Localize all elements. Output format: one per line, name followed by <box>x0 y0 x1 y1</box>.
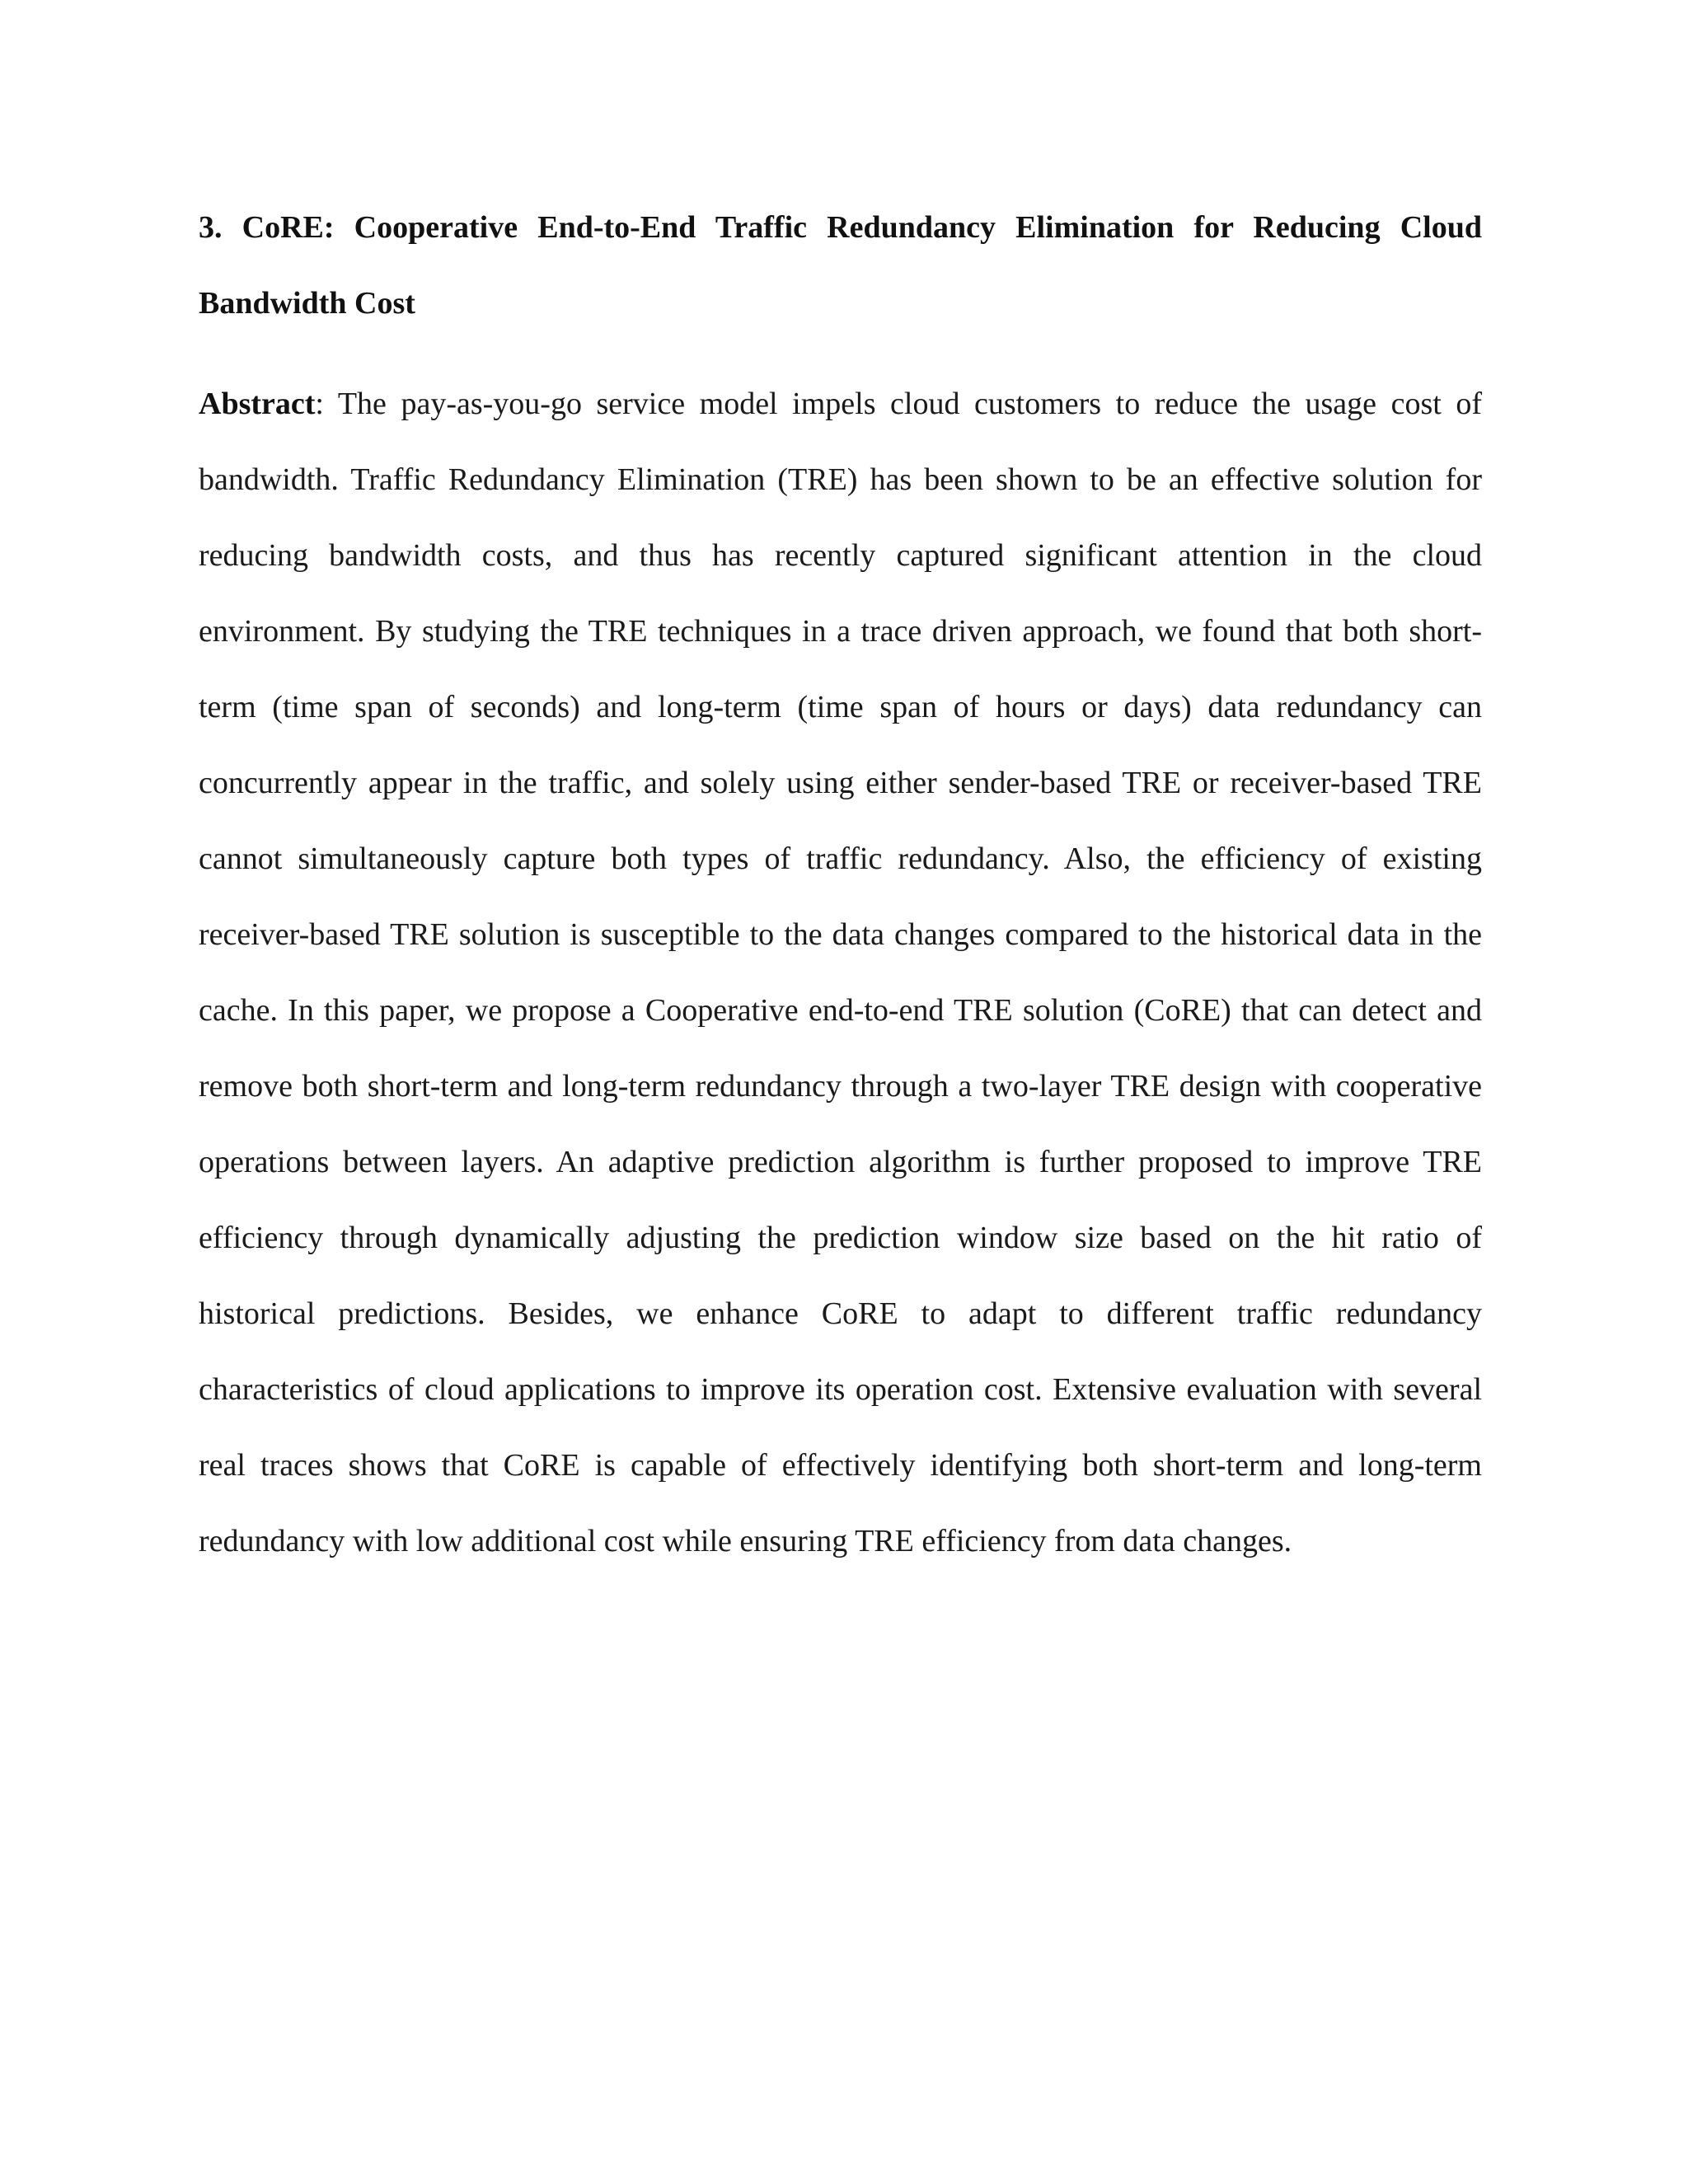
section-title: 3. CoRE: Cooperative End-to-End Traffic Redundancy Elimination for Reducing Cloud Bandwidth Cost <box>199 210 1482 321</box>
abstract-separator: : <box>315 387 338 421</box>
abstract-label: Abstract <box>199 387 316 421</box>
document-page <box>199 190 1482 1579</box>
abstract-text: The pay-as-you-go service model impels cloud customers to reduce the usage cost of bandwidth. Traffic Redundancy Elimination (TRE) has been shown to be an effective solution for reducing bandwidth costs, and thus has recently captured significant attention in the cloud environment. By studying the TRE techniques in a trace driven approach, we found that both short-term (time span of seconds) and long-term (time span of hours or days) data redundancy can concurrently appear in the traffic, and solely using either sender-based TRE or receiver-based TRE cannot simultaneously capture both types of traffic redundancy. Also, the efficiency of existing receiver-based TRE solution is susceptible to the data changes compared to the historical data in the cache. In this paper, we propose a Cooperative end-to-end TRE solution (CoRE) that can detect and remove both short-term and long-term redundancy through a two-layer TRE design with cooperative operations between layers. An adaptive prediction algorithm is further proposed to improve TRE efficiency through dynamically adjusting the prediction window size based on the hit ratio of historical predictions. Besides, we enhance CoRE to adapt to different traffic redundancy characteristics of cloud applications to improve its operation cost. Extensive evaluation with several real traces shows that CoRE is capable of effectively identifying both short-term and long-term redundancy with low additional cost while ensuring TRE efficiency from data changes. <box>199 387 1482 1558</box>
abstract-paragraph <box>199 366 1482 1579</box>
